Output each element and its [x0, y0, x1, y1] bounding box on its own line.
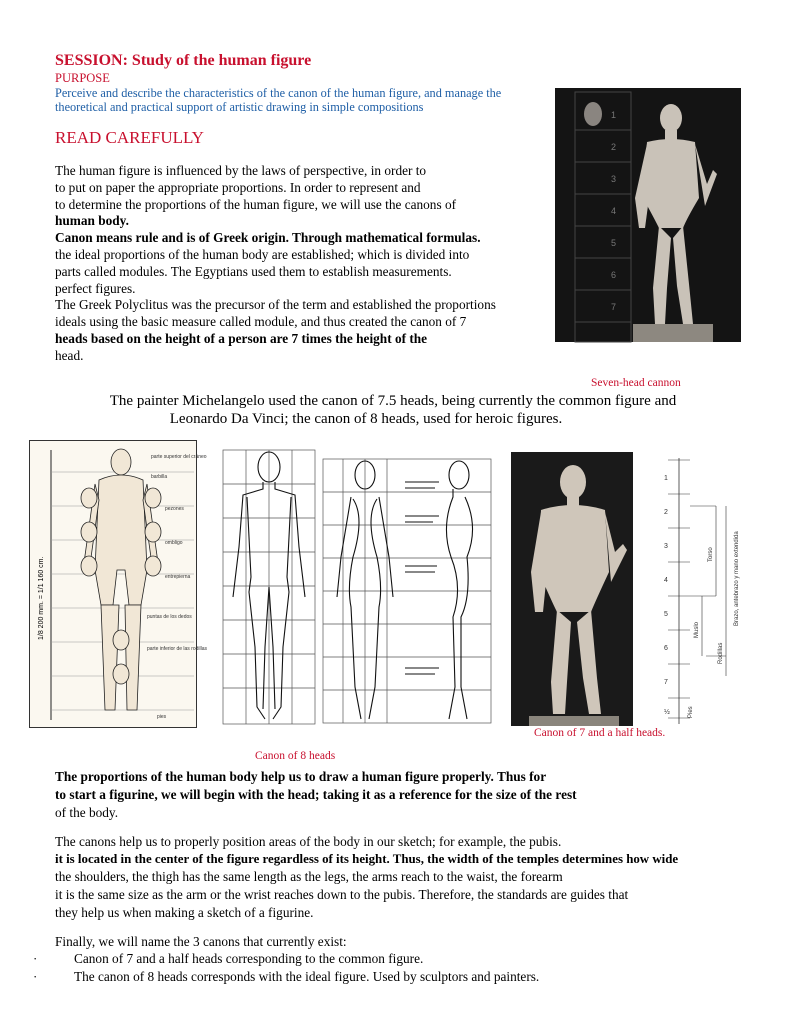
paragraph1-line: perfect figures. — [55, 281, 136, 296]
bullet-mark: · — [33, 951, 38, 966]
purpose-line-1: Perceive and describe the characteristics of the canon of the human figure, and manage the — [55, 86, 502, 100]
photo-number: 7 — [611, 302, 617, 312]
caption-7-half-heads: Canon of 7 and a half heads. — [534, 727, 666, 739]
chart-label: pezones — [165, 506, 184, 512]
bullet-item-2: The canon of 8 heads corresponds with the ideal figure. Used by sculptors and painters. — [74, 969, 540, 984]
purpose-line-2: theoretical and practical support of artistic drawing in simple compositions — [55, 100, 424, 114]
proportion-scale-diagram — [646, 456, 742, 726]
caption-8-heads: Canon of 8 heads — [255, 750, 336, 762]
paragraph2-line: to start a figurine, we will begin with the head; taking it as a reference for the size of the rest — [55, 787, 577, 802]
chart-label: ombligo — [165, 540, 183, 546]
paragraph1-line: heads based on the height of a person are 7 times the height of the — [55, 331, 428, 346]
chart-label: pies — [157, 714, 167, 720]
photo-number: 2 — [611, 142, 617, 152]
scale-number: 6 — [664, 645, 668, 652]
bullet-item-1: Canon of 7 and a half heads corresponding to the common figure. — [74, 951, 424, 966]
paragraph1-line: head. — [55, 348, 84, 363]
paragraph1-line: to determine the proportions of the human figure, we will use the canons of — [55, 197, 457, 212]
paragraph1-line: Canon means rule and is of Greek origin. Through mathematical formulas. — [55, 230, 481, 245]
scale-number: 7 — [664, 679, 668, 686]
seven-head-canon-photo — [555, 88, 741, 342]
chart-label: entrepierna — [165, 574, 191, 580]
male-figure-grid — [219, 447, 319, 727]
vertical-scale-label: 1/8 200 mm. = 1/1 160 cm. — [38, 556, 45, 640]
paragraph1-line: ideals using the basic measure called module, and thus created the canon of 7 — [55, 314, 467, 329]
eight-heads-chart — [29, 440, 208, 728]
paragraph2-line: of the body. — [55, 805, 119, 820]
scale-label: Muslo — [694, 621, 700, 638]
photo-number: 4 — [611, 206, 617, 216]
chart-label: parte inferior de las rodillas — [147, 646, 208, 652]
michelangelo-line-1: The painter Michelangelo used the canon of 7.5 heads, being currently the common figure and — [109, 393, 677, 409]
paragraph1-line: human body. — [55, 213, 129, 228]
chart-label: barbilla — [151, 474, 168, 480]
photo-number: 6 — [611, 270, 617, 280]
purpose-label: PURPOSE — [55, 71, 110, 85]
chart-label: parte superior del cráneo — [151, 454, 207, 460]
paragraph3-line: it is located in the center of the figure regardless of its height. Thus, the width of the temples determines how wide — [55, 852, 679, 866]
scale-label: Torso — [708, 547, 714, 562]
paragraph1-line: The Greek Polyclitus was the precursor of the term and established the proportions — [55, 297, 496, 312]
photo-number: 3 — [611, 174, 617, 184]
finally-line: Finally, we will name the 3 canons that currently exist: — [55, 934, 347, 949]
paragraph3-line: The canons help us to properly position areas of the body in our sketch; for example, the pubis. — [55, 834, 562, 849]
michelangelo-line-2: Leonardo Da Vinci; the canon of 8 heads, used for heroic figures. — [169, 411, 563, 427]
scale-number: ½ — [664, 709, 670, 716]
paragraph1-line: the ideal proportions of the human body are established; which is divided into — [55, 247, 470, 262]
scale-number: 3 — [664, 543, 668, 550]
read-carefully-heading: READ CAREFULLY — [55, 128, 204, 147]
chart-label: puntas de los dedos — [147, 614, 192, 620]
paragraph3-line: they help us when making a sketch of a figurine. — [55, 905, 314, 920]
scale-number: 5 — [664, 611, 668, 618]
paragraph1-line: parts called modules. The Egyptians used them to establish measurements. — [55, 264, 452, 279]
paragraph2-line: The proportions of the human body help us to draw a human figure properly. Thus for — [55, 769, 547, 784]
scale-number: 4 — [664, 577, 668, 584]
bullet-mark: · — [33, 969, 38, 984]
seven-half-canon-photo — [511, 452, 633, 726]
scale-number: 2 — [664, 509, 668, 516]
paragraph1-line: The human figure is influenced by the laws of perspective, in order to — [55, 163, 427, 178]
scale-label: Pies — [688, 706, 694, 718]
female-figure-grid — [321, 457, 493, 725]
paragraph3-line: it is the same size as the arm or the wrist reaches down to the pubis. Therefore, the standards are guides that — [55, 887, 629, 902]
scale-label: Rodillas — [718, 642, 724, 664]
paragraph3-line: the shoulders, the thigh has the same length as the legs, the arms reach to the waist, the forearm — [55, 869, 563, 884]
caption-seven-head: Seven-head cannon — [591, 377, 681, 389]
photo-number: 1 — [611, 110, 617, 120]
photo-number: 5 — [611, 238, 617, 248]
scale-label: Brazo, antebrazo y mano extendida — [734, 531, 740, 626]
session-title: SESSION: Study of the human figure — [55, 52, 312, 69]
scale-number: 1 — [664, 475, 668, 482]
paragraph1-line: to put on paper the appropriate proportions. In order to represent and — [55, 180, 421, 195]
